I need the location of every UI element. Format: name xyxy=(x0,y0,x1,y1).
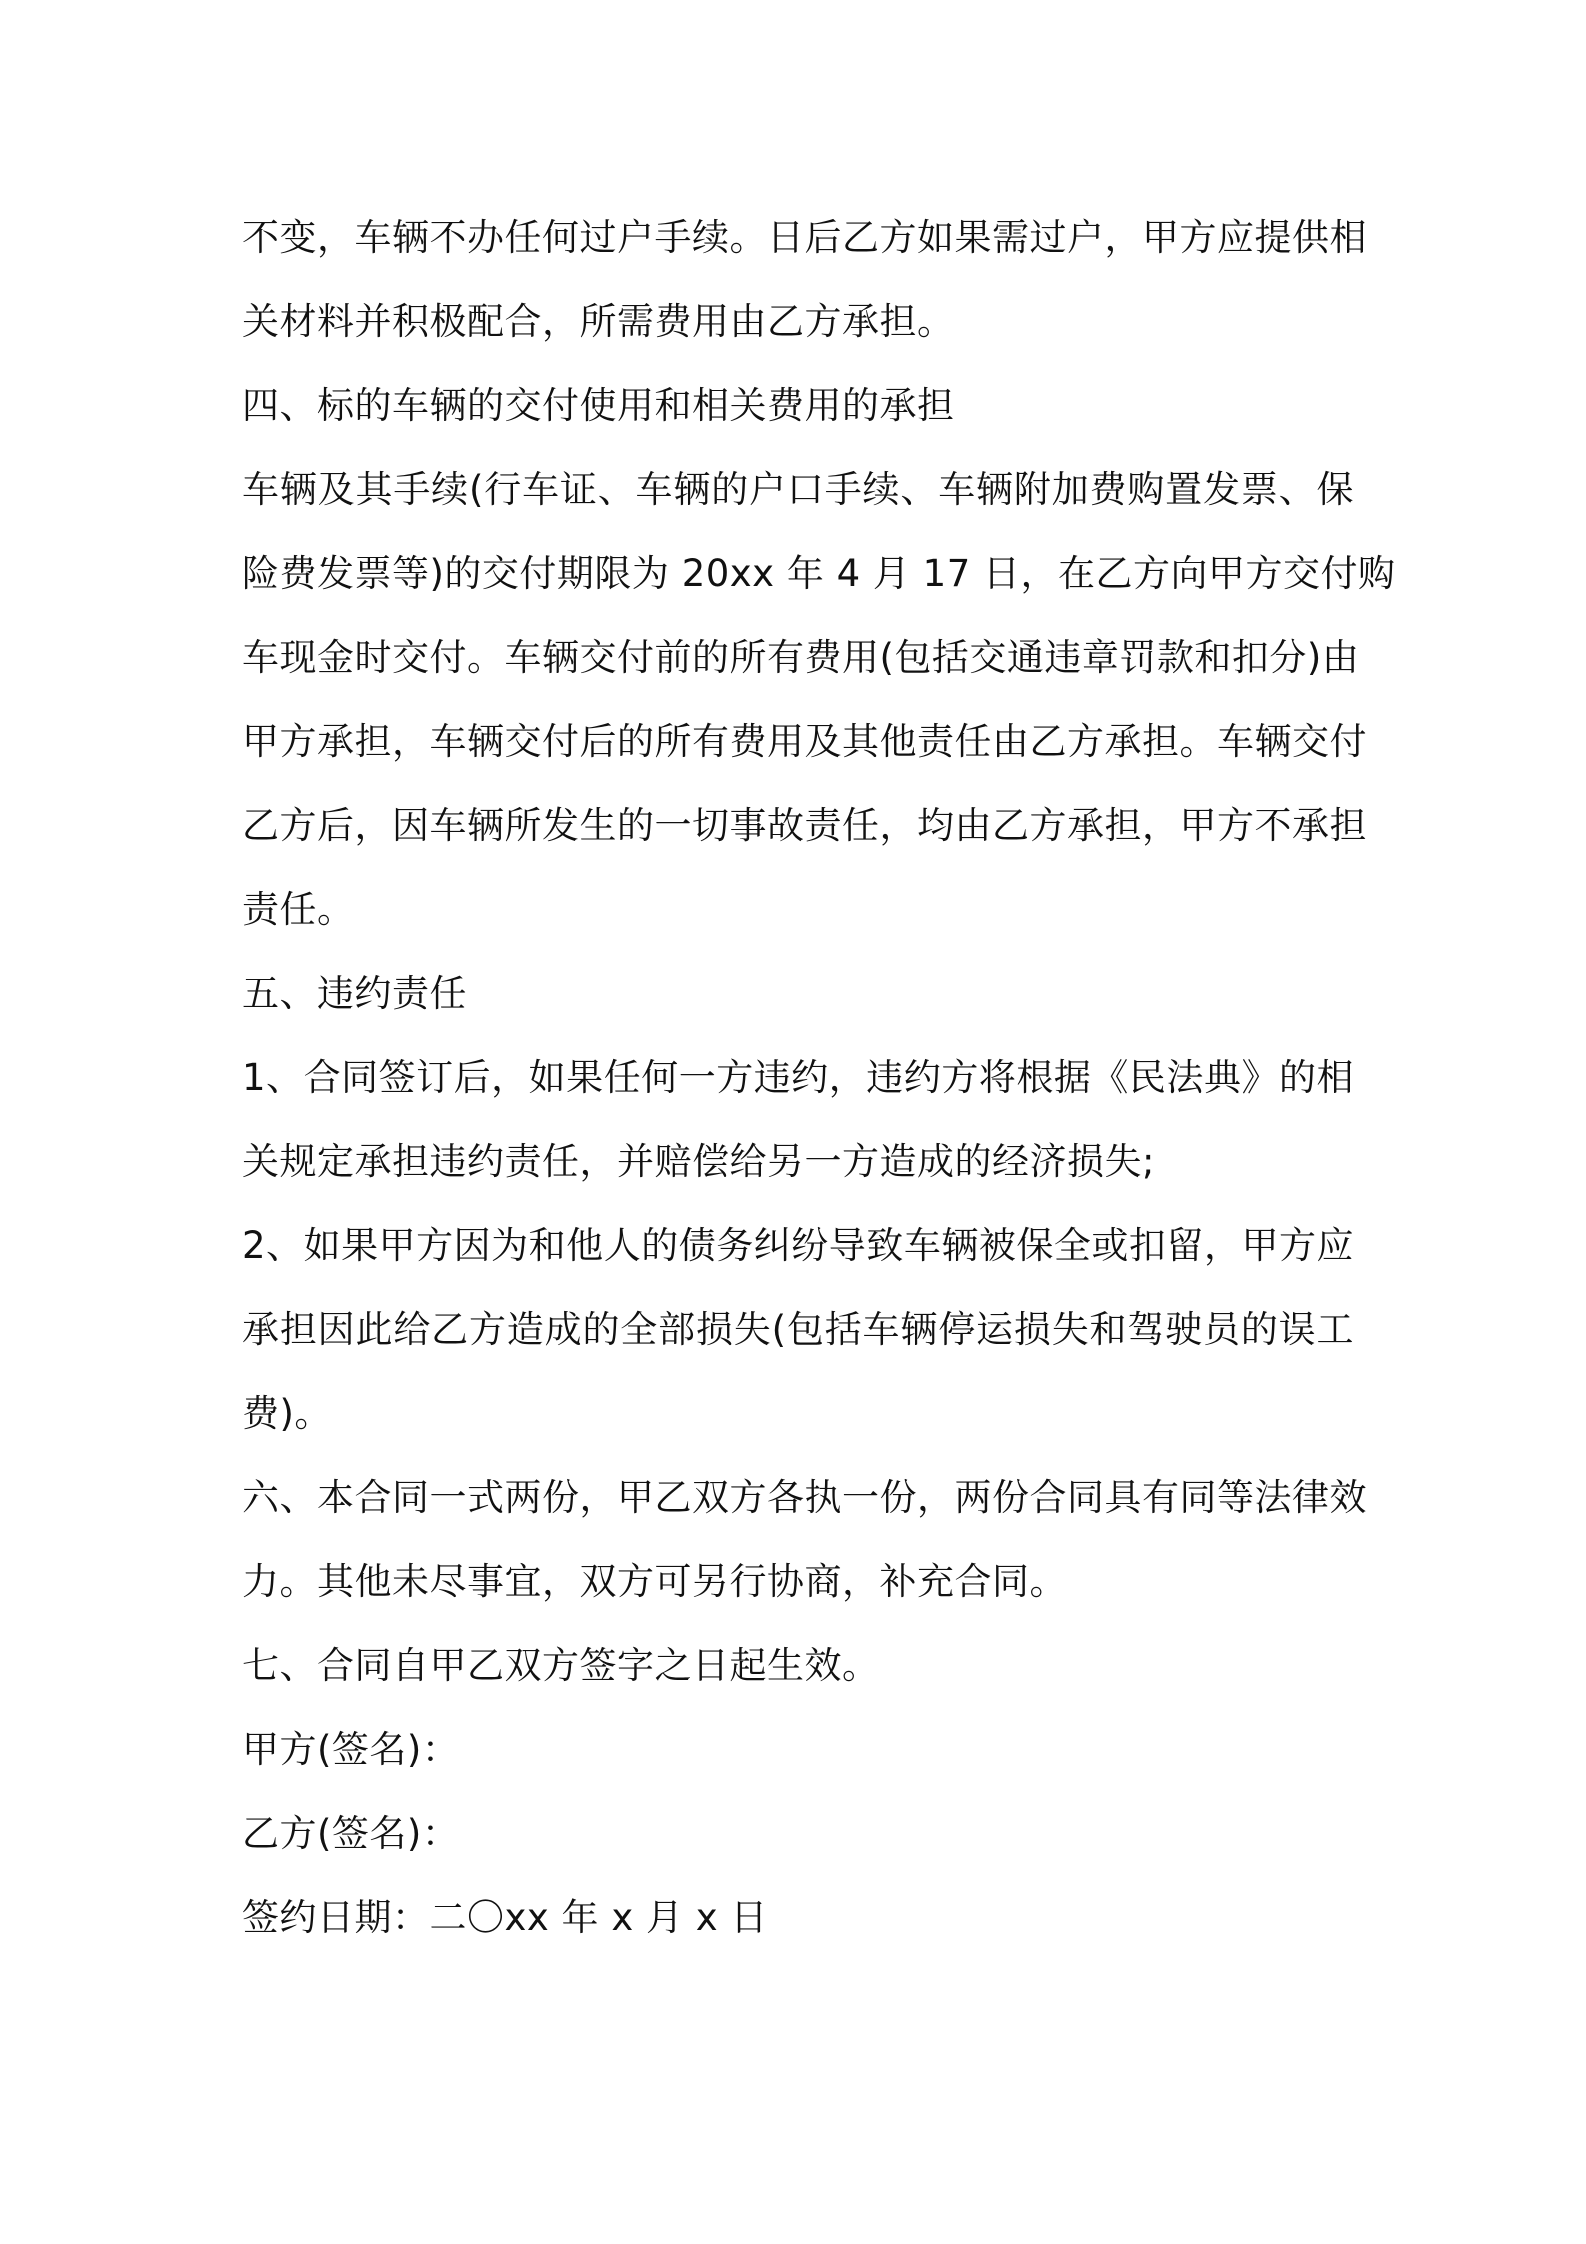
paragraph-line: 责任。 xyxy=(242,888,355,931)
party-a-signature-line: 甲方(签名)： xyxy=(242,1728,460,1771)
section-heading: 四、标的车辆的交付使用和相关费用的承担 xyxy=(242,384,955,427)
paragraph-line: 不变，车辆不办任何过户手续。日后乙方如果需过户，甲方应提供相 xyxy=(242,216,1367,259)
paragraph-line: 关规定承担违约责任，并赔偿给另一方造成的经济损失; xyxy=(242,1140,1155,1183)
section-heading: 七、合同自甲乙双方签字之日起生效。 xyxy=(242,1644,880,1687)
paragraph-line: 承担因此给乙方造成的全部损失(包括车辆停运损失和驾驶员的误工 xyxy=(242,1308,1354,1351)
paragraph-line: 费)。 xyxy=(242,1392,332,1435)
signing-date-line: 签约日期：二〇xx 年 x 月 x 日 xyxy=(242,1896,768,1939)
paragraph-line: 车辆及其手续(行车证、车辆的户口手续、车辆附加费购置发票、保 xyxy=(242,468,1354,511)
paragraph-line: 关材料并积极配合，所需费用由乙方承担。 xyxy=(242,300,955,343)
paragraph-line: 车现金时交付。车辆交付前的所有费用(包括交通违章罚款和扣分)由 xyxy=(242,636,1360,679)
paragraph-line: 甲方承担，车辆交付后的所有费用及其他责任由乙方承担。车辆交付 xyxy=(242,720,1367,763)
paragraph-line: 六、本合同一式两份，甲乙双方各执一份，两份合同具有同等法律效 xyxy=(242,1476,1367,1519)
paragraph-line: 1、合同签订后，如果任何一方违约，违约方将根据《民法典》的相 xyxy=(242,1056,1354,1099)
party-b-signature-line: 乙方(签名)： xyxy=(242,1812,460,1855)
paragraph-line: 险费发票等)的交付期限为 20xx 年 4 月 17 日，在乙方向甲方交付购 xyxy=(242,552,1396,595)
paragraph-line: 力。其他未尽事宜，双方可另行协商，补充合同。 xyxy=(242,1560,1067,1603)
paragraph-line: 2、如果甲方因为和他人的债务纠纷导致车辆被保全或扣留，甲方应 xyxy=(242,1224,1354,1267)
paragraph-line: 乙方后，因车辆所发生的一切事故责任，均由乙方承担，甲方不承担 xyxy=(242,804,1367,847)
document-body xyxy=(242,196,1396,1960)
section-heading: 五、违约责任 xyxy=(242,972,467,1015)
